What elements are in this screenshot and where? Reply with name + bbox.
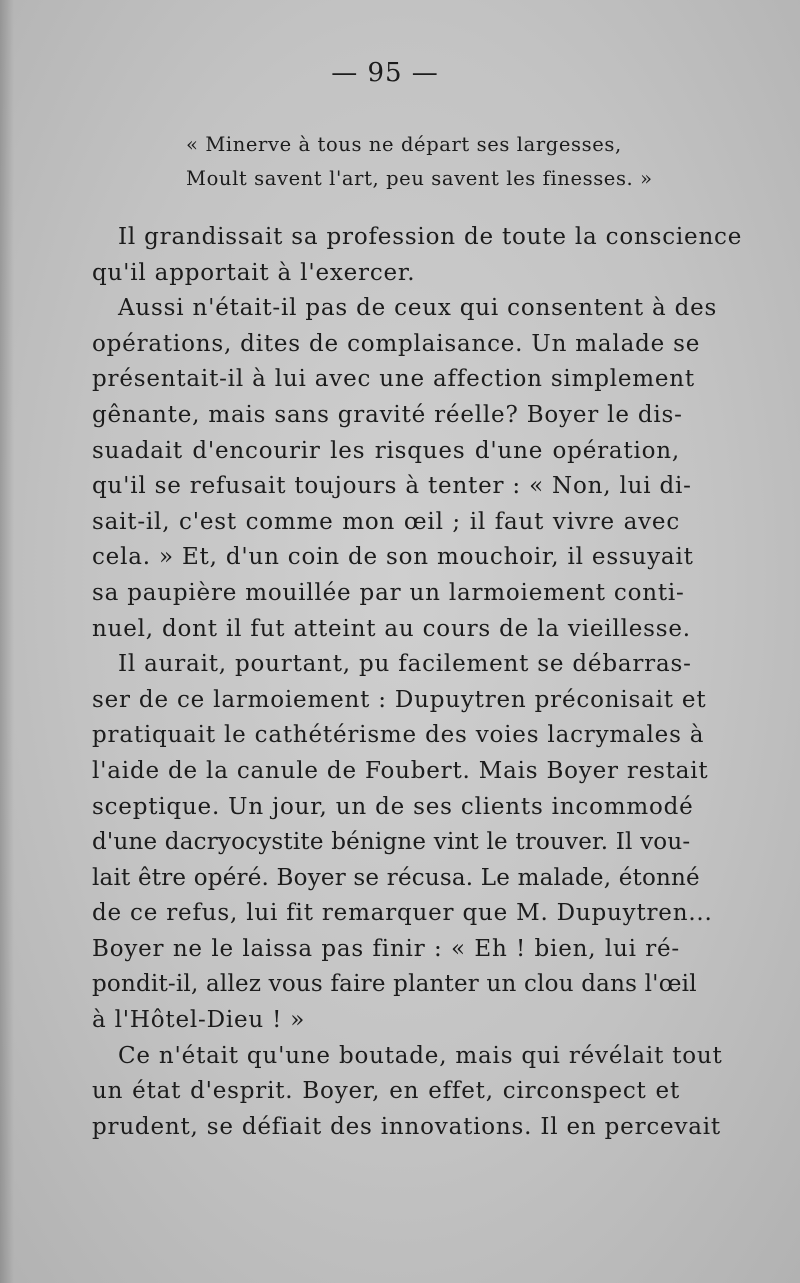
text-line: prudent, se défiait des innovations. Il en percevait	[92, 1113, 721, 1140]
text-line: gênante, mais sans gravité réelle? Boyer le dis-	[92, 401, 683, 428]
text-line: Boyer ne le laissa pas finir : « Eh ! bien, lui ré-	[92, 935, 680, 962]
text-line: sa paupière mouillée par un larmoiement conti-	[92, 579, 685, 606]
text-line: pondit-il, allez vous faire planter un clou dans l'œil	[92, 971, 697, 998]
text-line: Il aurait, pourtant, pu facilement se débarras-	[118, 651, 692, 678]
text-line: ser de ce larmoiement : Dupuytren préconisait et	[92, 686, 707, 713]
text-line: Ce n'était qu'une boutade, mais qui révélait tout	[118, 1042, 723, 1069]
spine-shadow	[0, 0, 14, 1283]
text-line: qu'il se refusait toujours à tenter : « Non, lui di-	[92, 473, 692, 500]
text-line: de ce refus, lui fit remarquer que M. Dupuytren...	[92, 900, 713, 927]
text-line: l'aide de la canule de Foubert. Mais Boyer restait	[92, 757, 709, 784]
text-line: qu'il apportait à l'exercer.	[92, 259, 416, 286]
text-line: opérations, dites de complaisance. Un malade se	[92, 330, 701, 357]
text-line: sait-il, c'est comme mon œil ; il faut vivre avec	[92, 508, 680, 535]
verse-line: Moult savent l'art, peu savent les finesses. »	[186, 167, 653, 190]
text-line: pratiquait le cathétérisme des voies lacrymales à	[92, 722, 705, 749]
text-line: à l'Hôtel-Dieu ! »	[92, 1007, 306, 1034]
text-line: cela. » Et, d'un coin de son mouchoir, il essuyait	[92, 544, 694, 571]
verse-quotation	[186, 128, 653, 196]
verse-line: « Minerve à tous ne départ ses largesses,	[186, 133, 622, 156]
text-line: Aussi n'était-il pas de ceux qui consentent à des	[118, 295, 718, 322]
text-line: suadait d'encourir les risques d'une opération,	[92, 437, 680, 464]
text-line: lait être opéré. Boyer se récusa. Le malade, étonné	[92, 864, 700, 891]
text-line: nuel, dont il fut atteint au cours de la vieillesse.	[92, 615, 691, 642]
text-line: Il grandissait sa profession de toute la conscience	[118, 224, 743, 250]
text-line: sceptique. Un jour, un de ses clients incommodé	[92, 793, 694, 820]
text-line: un état d'esprit. Boyer, en effet, circonspect et	[92, 1078, 680, 1105]
text-line: d'une dacryocystite bénigne vint le trouver. Il vou-	[92, 829, 691, 856]
text-line: présentait-il à lui avec une affection simplement	[92, 366, 695, 393]
body-text	[92, 220, 743, 1145]
page-number: — 95 —	[331, 58, 439, 88]
